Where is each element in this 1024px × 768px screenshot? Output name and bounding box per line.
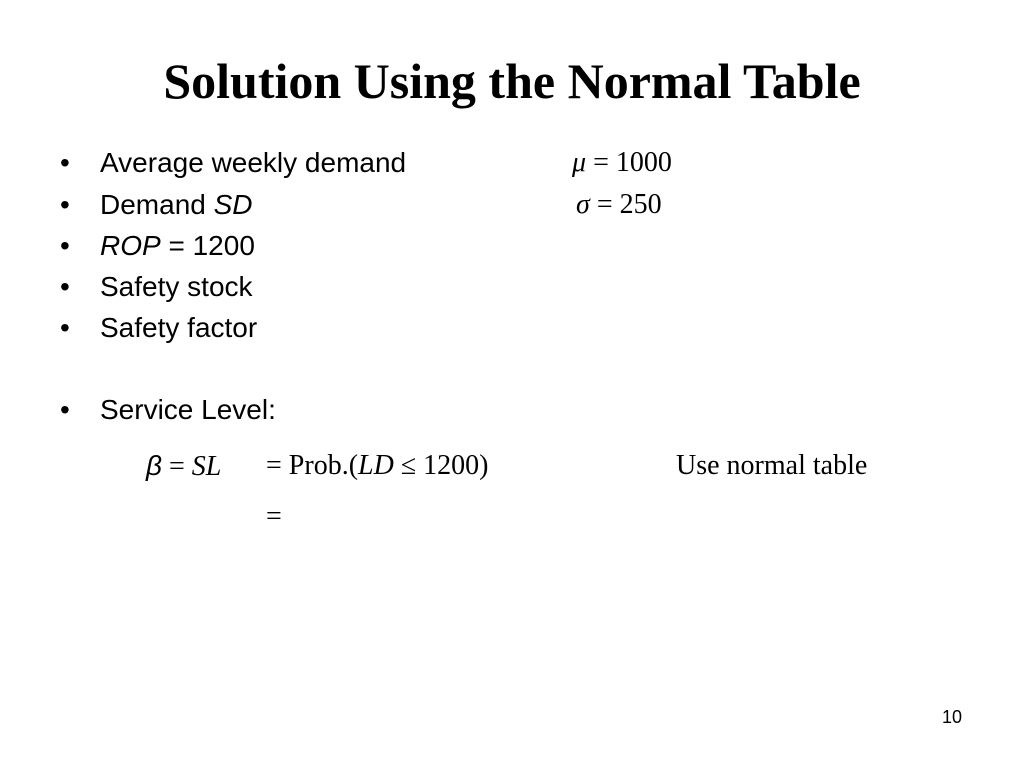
formula-prob — [266, 447, 489, 485]
formula-beta-sl — [146, 447, 221, 486]
formula-equals: = — [162, 451, 192, 482]
equation-sigma — [576, 186, 662, 224]
sigma-symbol: σ — [576, 189, 590, 220]
equation-mu — [572, 144, 672, 182]
bullet-text: Safety stock — [100, 271, 253, 302]
formula-prob-suffix: ≤ 1200) — [393, 450, 489, 481]
bullet-text-italic: SD — [213, 189, 253, 220]
bullet-demand-sd — [60, 186, 253, 224]
bullet-icon: • — [60, 189, 70, 220]
bullet-icon: • — [60, 271, 70, 302]
sigma-value: = 250 — [589, 189, 662, 220]
formula-prob-prefix: = Prob.( — [266, 450, 359, 481]
formula-second-line: = — [266, 501, 282, 532]
mu-symbol: μ — [572, 147, 587, 178]
formula-sl: SL — [191, 451, 222, 482]
bullet-text: Safety factor — [100, 312, 258, 343]
bullet-text: = 1200 — [160, 230, 255, 261]
bullet-icon: • — [60, 147, 70, 178]
bullet-icon: • — [60, 394, 70, 425]
bullet-rop — [60, 227, 255, 265]
bullet-service-level — [60, 391, 276, 429]
slide-title: Solution Using the Normal Table — [163, 53, 861, 109]
formula-note: Use normal table — [676, 450, 868, 481]
bullet-icon: • — [60, 312, 70, 343]
bullet-icon: • — [60, 230, 70, 261]
mu-value: = 1000 — [586, 147, 672, 178]
bullet-average-weekly-demand — [60, 144, 406, 182]
bullet-safety-factor — [60, 309, 257, 347]
bullet-text: Service Level: — [100, 394, 276, 425]
bullet-text-italic: ROP — [100, 230, 161, 261]
beta-symbol: β — [146, 450, 162, 481]
bullet-safety-stock — [60, 268, 253, 306]
page-number: 10 — [941, 707, 962, 727]
bullet-text: Demand — [100, 189, 214, 220]
bullet-text: Average weekly demand — [100, 147, 407, 178]
formula-ld: LD — [358, 450, 394, 481]
